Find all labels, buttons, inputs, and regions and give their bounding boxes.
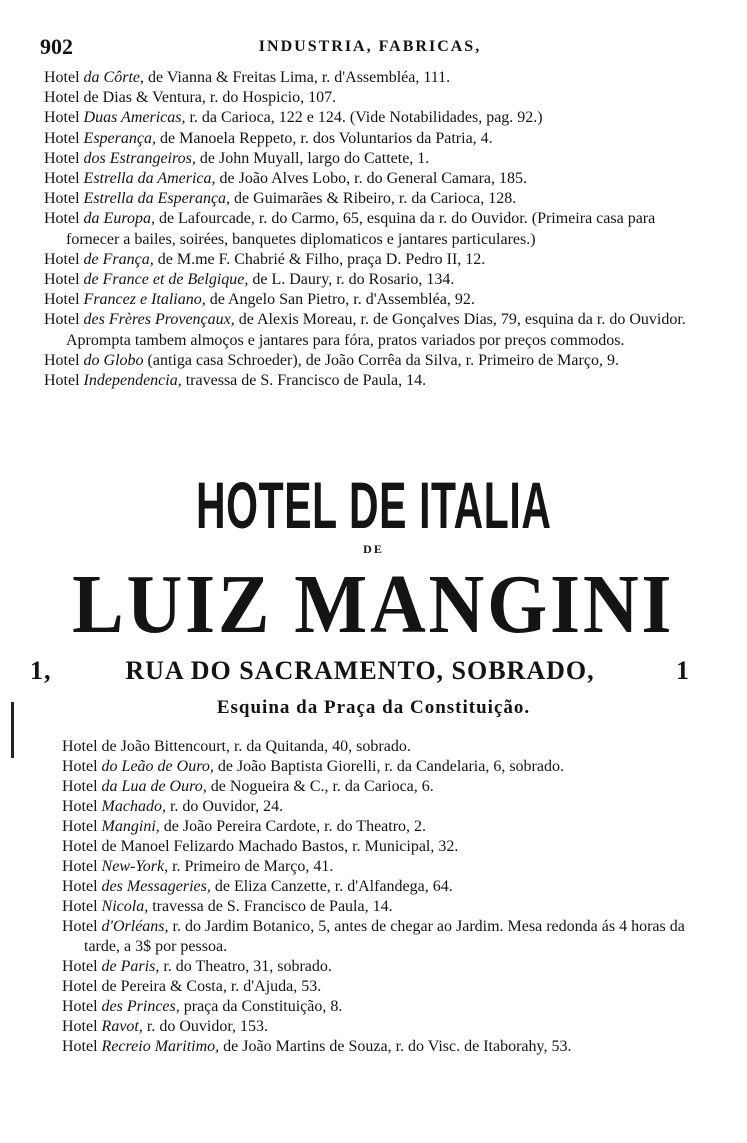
list-item: Hotel Estrella da Esperança, de Guimarães & Ribeiro, r. da Carioca, 128. [44,190,517,208]
list-item: Hotel Nicola, travessa de S. Francisco de Paula, 14. [62,898,393,915]
list-item: Hotel Recreio Maritimo, de João Martins de Souza, r. do Visc. de Itaborahy, 53. [62,1038,572,1055]
list-item: Hotel Francez e Italiano, de Angelo San Pietro, r. d'Assembléa, 92. [44,291,475,309]
list-item: Hotel dos Estrangeiros, de John Muyall, largo do Cattete, 1. [44,149,430,167]
list-item: Hotel de Dias & Ventura, r. do Hospicio, 107. [44,89,337,107]
list-item: Hotel de Manoel Felizardo Machado Bastos, r. Municipal, 32. [62,838,459,855]
advert-owner: LUIZ MANGINI [72,558,675,651]
list-item: Hotel do Leão de Ouro, de João Baptista Giorelli, r. da Candelaria, 6, sobrado. [62,758,564,775]
list-item: Hotel Estrella da America, de João Alves Lobo, r. do General Camara, 185. [44,170,528,188]
list-item: Hotel de Paris, r. do Theatro, 31, sobrado. [62,958,332,975]
list-item: Hotel de Pereira & Costa, r. d'Ajuda, 53. [62,978,322,995]
list-item: Hotel Duas Americas, r. da Carioca, 122 e 124. (Vide Notabilidades, pag. 92.) [44,109,543,127]
list-item: Hotel des Messageries, de Eliza Canzette, r. d'Alfandega, 64. [62,878,453,895]
advert-address [30,656,690,686]
list-item: Hotel Machado, r. do Ouvidor, 24. [62,798,284,815]
list-item: Hotel Independencia, travessa de S. Francisco de Paula, 14. [44,372,427,390]
advert-title: HOTEL DE ITALIA [195,468,552,542]
advert-corner: Esquina da Praça da Constituição. [216,697,531,718]
list-item: Hotel des Princes, praça da Constituição, 8. [62,998,343,1015]
list-item: Hotel Ravot, r. do Ouvidor, 153. [62,1018,269,1035]
list-item: Hotel des Frères Provençaux, de Alexis Moreau, r. de Gonçalves Dias, 79, esquina da r. do Ouvidor. Aprompta tambem almoços e jantares para fóra, pratos variados por preços commodos. [44,311,686,349]
margin-mark [11,702,14,758]
list-item: Hotel Esperança, de Manoela Reppeto, r. dos Voluntarios da Patria, 4. [44,129,493,147]
list-item: Hotel de França, de M.me F. Chabrié & Filho, praça D. Pedro II, 12. [44,250,486,268]
list-item: Hotel da Lua de Ouro, de Nogueira & C., r. da Carioca, 6. [62,778,434,795]
list-item: Hotel da Côrte, de Vianna & Freitas Lima, r. d'Assembléa, 111. [44,69,451,86]
running-title: INDUSTRIA, FABRICAS, [258,38,482,55]
list-item: Hotel de João Bittencourt, r. da Quitanda, 40, sobrado. [62,738,411,755]
list-item: Hotel d'Orléans, r. do Jardim Botanico, 5, antes de chegar ao Jardim. Mesa redonda ás 4 horas da tarde, a 3$ por pessoa. [62,918,685,955]
page-header [40,34,700,64]
hotel-list-bottom [62,737,712,1057]
address-number-right: 1 [676,656,690,685]
list-item: Hotel do Globo (antiga casa Schroeder), de João Corrêa da Silva, r. Primeiro de Março, 9. [44,351,619,369]
hotel-list-top [44,68,704,391]
advert-de: DE [363,542,384,556]
address-number-left: 1, [30,656,52,685]
list-item: Hotel de France et de Belgique, de L. Daury, r. do Rosario, 134. [44,271,455,289]
address-street: RUA DO SACRAMENTO, SOBRADO, [125,656,595,685]
list-item: Hotel da Europa, de Lafourcade, r. do Carmo, 65, esquina da r. do Ouvidor. (Primeira casa para fornecer a bailes, soirées, banquetes diplomaticos e jantares particulares.) [44,210,656,248]
list-item: Hotel New-York, r. Primeiro de Março, 41. [62,858,334,875]
page-number: 902 [40,34,73,59]
list-item: Hotel Mangini, de João Pereira Cardote, r. do Theatro, 2. [62,818,427,835]
